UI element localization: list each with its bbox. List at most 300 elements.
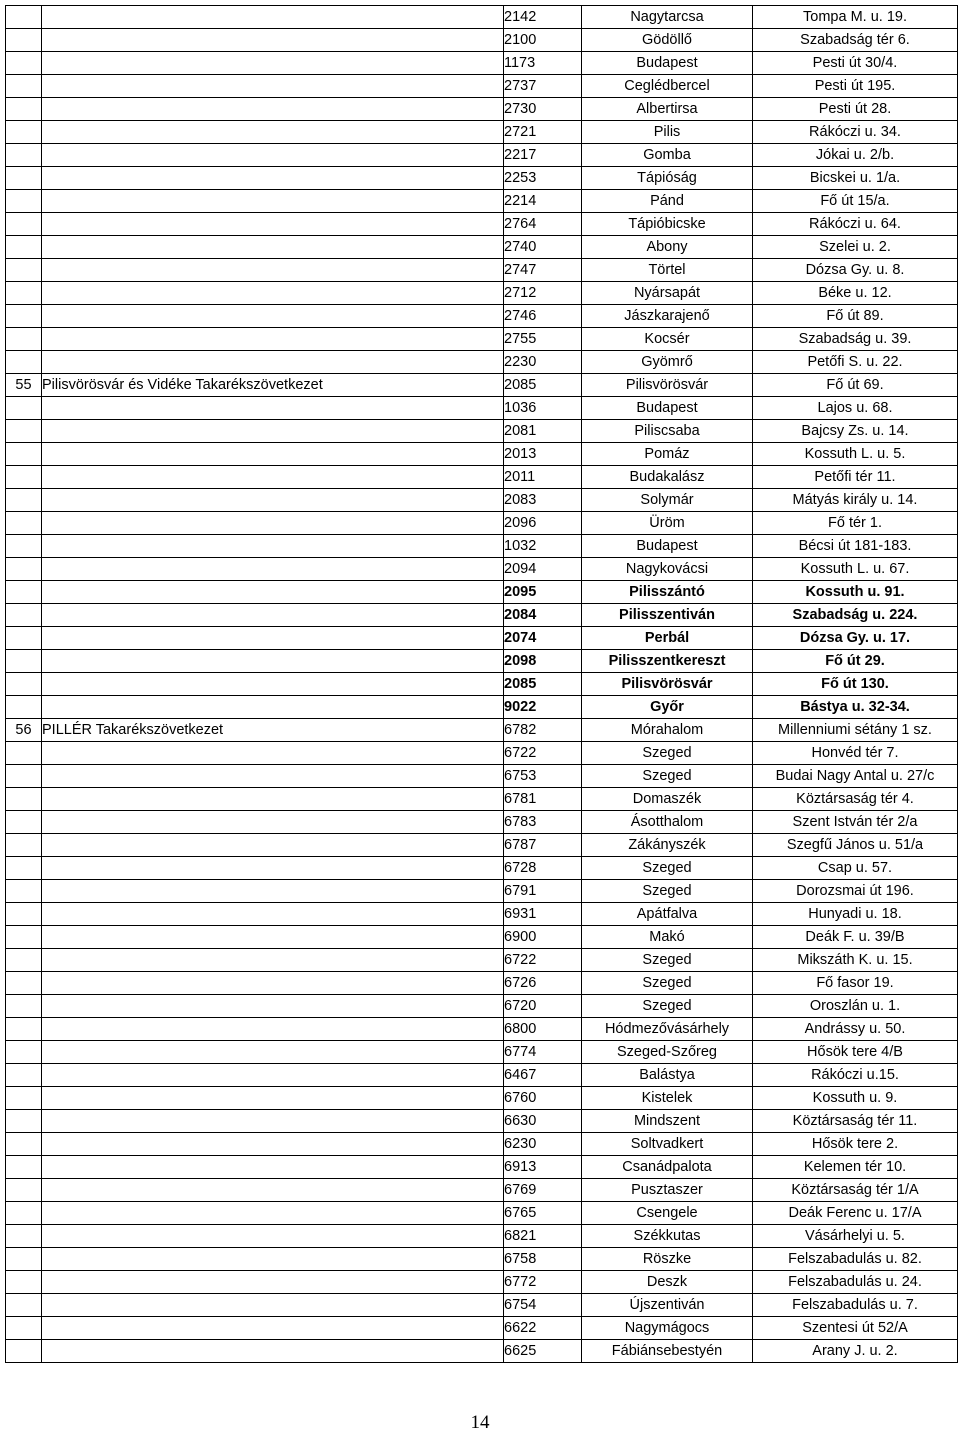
table-row [6,972,958,995]
cooperative-number-cell [6,52,42,75]
table-row [6,788,958,811]
city-cell: Szeged [582,880,753,903]
city-cell: Pilisszentkereszt [582,650,753,673]
table-row [6,144,958,167]
cooperative-name-cell [42,696,504,719]
cooperative-number-cell [6,259,42,282]
cooperative-name-cell [42,443,504,466]
cooperative-name-cell [42,834,504,857]
table-row [6,1202,958,1225]
postal-code-cell: 2083 [504,489,582,512]
cooperative-number-cell [6,1041,42,1064]
table-row [6,1225,958,1248]
city-cell: Deszk [582,1271,753,1294]
table-row [6,1064,958,1087]
cooperative-number-cell [6,742,42,765]
cooperative-number-cell [6,351,42,374]
table-row [6,397,958,420]
address-cell: Arany J. u. 2. [753,1340,958,1363]
cooperative-name-cell [42,213,504,236]
postal-code-cell: 2764 [504,213,582,236]
city-cell: Hódmezővásárhely [582,1018,753,1041]
cooperative-number-cell [6,213,42,236]
cooperative-number-cell [6,1317,42,1340]
address-cell: Köztársaság tér 4. [753,788,958,811]
postal-code-cell: 6900 [504,926,582,949]
postal-code-cell: 6772 [504,1271,582,1294]
postal-code-cell: 2098 [504,650,582,673]
postal-code-cell: 6625 [504,1340,582,1363]
postal-code-cell: 6630 [504,1110,582,1133]
address-cell: Jókai u. 2/b. [753,144,958,167]
postal-code-cell: 6728 [504,857,582,880]
cooperative-number-cell [6,466,42,489]
city-cell: Szeged-Szőreg [582,1041,753,1064]
city-cell: Mindszent [582,1110,753,1133]
cooperative-name-cell [42,673,504,696]
postal-code-cell: 2013 [504,443,582,466]
table-row [6,949,958,972]
address-cell: Fő út 15/a. [753,190,958,213]
city-cell: Budapest [582,397,753,420]
cooperative-number-cell [6,1018,42,1041]
postal-code-cell: 2085 [504,673,582,696]
cooperative-name-cell [42,903,504,926]
table-row [6,1317,958,1340]
cooperative-number-cell [6,443,42,466]
table-row [6,489,958,512]
cooperative-number-cell [6,1271,42,1294]
cooperative-name-cell [42,489,504,512]
cooperative-name-cell [42,420,504,443]
postal-code-cell: 6774 [504,1041,582,1064]
postal-code-cell: 2740 [504,236,582,259]
table-row [6,282,958,305]
city-cell: Gödöllő [582,29,753,52]
postal-code-cell: 2084 [504,604,582,627]
address-cell: Csap u. 57. [753,857,958,880]
address-cell: Mátyás király u. 14. [753,489,958,512]
table-row [6,1179,958,1202]
cooperative-name-cell [42,305,504,328]
table-row [6,1041,958,1064]
cooperative-number-cell [6,1294,42,1317]
city-cell: Kocsér [582,328,753,351]
postal-code-cell: 2730 [504,98,582,121]
cooperative-name-cell [42,1018,504,1041]
address-cell: Andrássy u. 50. [753,1018,958,1041]
cooperative-name-cell [42,6,504,29]
cooperative-number-cell [6,1202,42,1225]
cooperative-number-cell [6,1064,42,1087]
postal-code-cell: 6765 [504,1202,582,1225]
cooperative-name-cell [42,926,504,949]
city-cell: Soltvadkert [582,1133,753,1156]
city-cell: Domaszék [582,788,753,811]
address-cell: Vásárhelyi u. 5. [753,1225,958,1248]
cooperative-number-cell [6,236,42,259]
postal-code-cell: 2142 [504,6,582,29]
cooperative-name-cell [42,627,504,650]
table-row [6,420,958,443]
city-cell: Pilisszántó [582,581,753,604]
cooperative-name-cell [42,742,504,765]
table-row [6,213,958,236]
cooperative-number-cell [6,1340,42,1363]
city-cell: Szeged [582,857,753,880]
table-row [6,926,958,949]
city-cell: Csengele [582,1202,753,1225]
cooperative-name-cell [42,1202,504,1225]
city-cell: Röszke [582,1248,753,1271]
city-cell: Budapest [582,52,753,75]
city-cell: Tápióság [582,167,753,190]
cooperative-name-cell [42,1064,504,1087]
table-row [6,1294,958,1317]
address-cell: Dorozsmai út 196. [753,880,958,903]
postal-code-cell: 2755 [504,328,582,351]
postal-code-cell: 6754 [504,1294,582,1317]
postal-code-cell: 6758 [504,1248,582,1271]
cooperative-name-cell [42,857,504,880]
address-cell: Szent István tér 2/a [753,811,958,834]
city-cell: Csanádpalota [582,1156,753,1179]
cooperative-name-cell [42,604,504,627]
branch-table-body [6,6,958,1363]
postal-code-cell: 2230 [504,351,582,374]
table-row [6,719,958,742]
address-cell: Lajos u. 68. [753,397,958,420]
cooperative-number-cell [6,627,42,650]
postal-code-cell: 6622 [504,1317,582,1340]
cooperative-name-cell [42,1156,504,1179]
cooperative-number-cell [6,995,42,1018]
cooperative-name-cell [42,1179,504,1202]
table-row [6,581,958,604]
city-cell: Pilis [582,121,753,144]
city-cell: Szeged [582,995,753,1018]
cooperative-name-cell [42,328,504,351]
postal-code-cell: 2096 [504,512,582,535]
cooperative-number-cell [6,1156,42,1179]
table-row [6,374,958,397]
cooperative-name-cell [42,75,504,98]
cooperative-name-cell: Pilisvörösvár és Vidéke Takarékszövetkezet [42,374,504,397]
cooperative-name-cell [42,650,504,673]
postal-code-cell: 2747 [504,259,582,282]
city-cell: Székkutas [582,1225,753,1248]
table-row [6,167,958,190]
postal-code-cell: 2095 [504,581,582,604]
city-cell: Pilisvörösvár [582,374,753,397]
cooperative-number-cell [6,282,42,305]
address-cell: Rákóczi u. 34. [753,121,958,144]
city-cell: Jászkarajenő [582,305,753,328]
cooperative-name-cell [42,29,504,52]
postal-code-cell: 6782 [504,719,582,742]
address-cell: Kossuth L. u. 67. [753,558,958,581]
city-cell: Pomáz [582,443,753,466]
city-cell: Zákányszék [582,834,753,857]
table-row [6,880,958,903]
postal-code-cell: 2217 [504,144,582,167]
cooperative-number-cell [6,926,42,949]
cooperative-number-cell [6,834,42,857]
address-cell: Bástya u. 32-34. [753,696,958,719]
postal-code-cell: 6753 [504,765,582,788]
table-row [6,673,958,696]
address-cell: Szabadság u. 39. [753,328,958,351]
postal-code-cell: 6720 [504,995,582,1018]
city-cell: Budapest [582,535,753,558]
cooperative-name-cell [42,259,504,282]
postal-code-cell: 6722 [504,949,582,972]
city-cell: Pilisvörösvár [582,673,753,696]
city-cell: Szeged [582,742,753,765]
city-cell: Pusztaszer [582,1179,753,1202]
cooperative-number-cell [6,857,42,880]
table-row [6,443,958,466]
cooperative-name-cell [42,1110,504,1133]
table-row [6,995,958,1018]
cooperative-name-cell [42,121,504,144]
table-row [6,29,958,52]
address-cell: Kossuth u. 91. [753,581,958,604]
postal-code-cell: 2746 [504,305,582,328]
city-cell: Ceglédbercel [582,75,753,98]
table-row [6,1340,958,1363]
postal-code-cell: 6769 [504,1179,582,1202]
table-row [6,121,958,144]
city-cell: Balástya [582,1064,753,1087]
address-cell: Fő út 130. [753,673,958,696]
cooperative-name-cell [42,1225,504,1248]
postal-code-cell: 1173 [504,52,582,75]
postal-code-cell: 2074 [504,627,582,650]
city-cell: Nagykovácsi [582,558,753,581]
cooperative-number-cell [6,650,42,673]
cooperative-name-cell [42,1317,504,1340]
address-cell: Oroszlán u. 1. [753,995,958,1018]
address-cell: Szentesi út 52/A [753,1317,958,1340]
address-cell: Béke u. 12. [753,282,958,305]
city-cell: Perbál [582,627,753,650]
address-cell: Kossuth L. u. 5. [753,443,958,466]
cooperative-number-cell [6,144,42,167]
address-cell: Kossuth u. 9. [753,1087,958,1110]
address-cell: Rákóczi u.15. [753,1064,958,1087]
table-row [6,466,958,489]
table-row [6,696,958,719]
address-cell: Dózsa Gy. u. 8. [753,259,958,282]
cooperative-name-cell [42,949,504,972]
address-cell: Felszabadulás u. 24. [753,1271,958,1294]
city-cell: Szeged [582,765,753,788]
table-row [6,811,958,834]
address-cell: Pesti út 30/4. [753,52,958,75]
cooperative-number-cell [6,1179,42,1202]
address-cell: Honvéd tér 7. [753,742,958,765]
table-row [6,834,958,857]
postal-code-cell: 2085 [504,374,582,397]
cooperative-number-cell [6,880,42,903]
table-row [6,52,958,75]
address-cell: Deák Ferenc u. 17/A [753,1202,958,1225]
cooperative-number-cell [6,98,42,121]
city-cell: Gyömrő [582,351,753,374]
address-cell: Petőfi tér 11. [753,466,958,489]
address-cell: Fő út 89. [753,305,958,328]
cooperative-number-cell [6,1248,42,1271]
postal-code-cell: 6781 [504,788,582,811]
address-cell: Hunyadi u. 18. [753,903,958,926]
cooperative-number-cell [6,328,42,351]
address-cell: Szegfű János u. 51/a [753,834,958,857]
cooperative-name-cell [42,1041,504,1064]
city-cell: Apátfalva [582,903,753,926]
cooperative-number-cell [6,604,42,627]
cooperative-number-cell [6,1110,42,1133]
cooperative-name-cell [42,190,504,213]
city-cell: Tápióbicske [582,213,753,236]
city-cell: Szeged [582,972,753,995]
cooperative-number-cell [6,696,42,719]
city-cell: Piliscsaba [582,420,753,443]
postal-code-cell: 6230 [504,1133,582,1156]
cooperative-name-cell [42,788,504,811]
address-cell: Millenniumi sétány 1 sz. [753,719,958,742]
postal-code-cell: 2011 [504,466,582,489]
table-row [6,1156,958,1179]
city-cell: Makó [582,926,753,949]
cooperative-number-cell [6,581,42,604]
cooperative-number-cell [6,75,42,98]
address-cell: Bécsi út 181-183. [753,535,958,558]
address-cell: Köztársaság tér 11. [753,1110,958,1133]
postal-code-cell: 2100 [504,29,582,52]
address-cell: Szabadság tér 6. [753,29,958,52]
cooperative-name-cell [42,167,504,190]
cooperative-name-cell [42,397,504,420]
postal-code-cell: 6783 [504,811,582,834]
cooperative-number-cell [6,673,42,696]
cooperative-name-cell [42,581,504,604]
table-row [6,650,958,673]
address-cell: Köztársaság tér 1/A [753,1179,958,1202]
postal-code-cell: 2081 [504,420,582,443]
cooperative-number-cell [6,1225,42,1248]
address-cell: Budai Nagy Antal u. 27/c [753,765,958,788]
table-row [6,351,958,374]
cooperative-number-cell [6,512,42,535]
postal-code-cell: 6791 [504,880,582,903]
city-cell: Solymár [582,489,753,512]
cooperative-number-cell [6,535,42,558]
postal-code-cell: 9022 [504,696,582,719]
cooperative-number-cell [6,558,42,581]
city-cell: Fábiánsebestyén [582,1340,753,1363]
address-cell: Tompa M. u. 19. [753,6,958,29]
cooperative-number-cell [6,29,42,52]
table-row [6,236,958,259]
cooperative-name-cell [42,1248,504,1271]
address-cell: Bicskei u. 1/a. [753,167,958,190]
city-cell: Ásotthalom [582,811,753,834]
cooperative-number-cell [6,397,42,420]
cooperative-number-cell [6,972,42,995]
table-row [6,512,958,535]
table-row [6,765,958,788]
cooperative-name-cell [42,98,504,121]
postal-code-cell: 6821 [504,1225,582,1248]
table-row [6,558,958,581]
city-cell: Győr [582,696,753,719]
cooperative-number-cell [6,1133,42,1156]
address-cell: Petőfi S. u. 22. [753,351,958,374]
address-cell: Fő út 29. [753,650,958,673]
city-cell: Albertirsa [582,98,753,121]
table-row [6,857,958,880]
address-cell: Hősök tere 2. [753,1133,958,1156]
cooperative-number-cell [6,305,42,328]
postal-code-cell: 6467 [504,1064,582,1087]
table-row [6,742,958,765]
cooperative-name-cell [42,880,504,903]
city-cell: Újszentiván [582,1294,753,1317]
page-number: 14 [470,1412,490,1433]
cooperative-name-cell [42,1271,504,1294]
table-row [6,1271,958,1294]
city-cell: Nagymágocs [582,1317,753,1340]
address-cell: Fő út 69. [753,374,958,397]
cooperative-number-cell [6,765,42,788]
postal-code-cell: 6722 [504,742,582,765]
postal-code-cell: 6913 [504,1156,582,1179]
cooperative-number-cell: 56 [6,719,42,742]
address-cell: Kelemen tér 10. [753,1156,958,1179]
cooperative-number-cell [6,190,42,213]
table-row [6,604,958,627]
cooperative-number-cell [6,903,42,926]
cooperative-name-cell [42,466,504,489]
postal-code-cell: 6787 [504,834,582,857]
cooperative-name-cell [42,811,504,834]
table-row [6,328,958,351]
city-cell: Pilisszentiván [582,604,753,627]
city-cell: Törtel [582,259,753,282]
table-row [6,627,958,650]
cooperative-name-cell [42,1340,504,1363]
city-cell: Nyársapát [582,282,753,305]
address-cell: Fő fasor 19. [753,972,958,995]
cooperative-name-cell [42,995,504,1018]
address-cell: Hősök tere 4/B [753,1041,958,1064]
cooperative-number-cell [6,949,42,972]
address-cell: Mikszáth K. u. 15. [753,949,958,972]
table-row [6,6,958,29]
address-cell: Bajcsy Zs. u. 14. [753,420,958,443]
postal-code-cell: 2712 [504,282,582,305]
address-cell: Dózsa Gy. u. 17. [753,627,958,650]
postal-code-cell: 2214 [504,190,582,213]
city-cell: Szeged [582,949,753,972]
address-cell: Szelei u. 2. [753,236,958,259]
cooperative-number-cell [6,1087,42,1110]
postal-code-cell: 2721 [504,121,582,144]
cooperative-name-cell [42,282,504,305]
table-row [6,903,958,926]
cooperative-number-cell [6,6,42,29]
